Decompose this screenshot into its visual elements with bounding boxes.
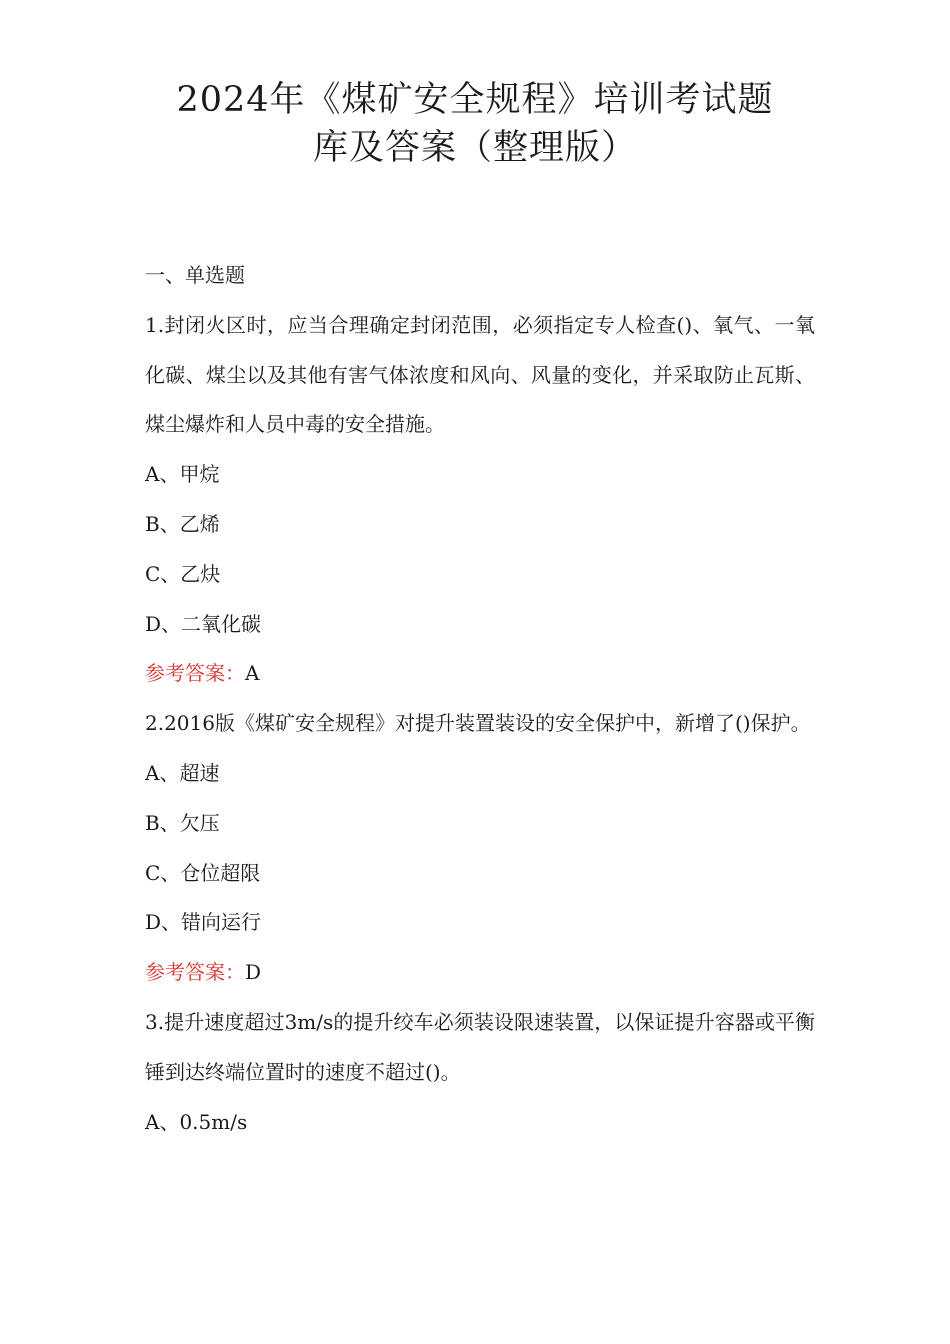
question-3 bbox=[145, 998, 815, 1147]
question-stem: 1.封闭火区时，应当合理确定封闭范围，必须指定专人检查()、氧气、一氧化碳、煤尘以及其他有害气体浓度和风向、风量的变化，并采取防止瓦斯、煤尘爆炸和人员中毒的安全措施。 bbox=[145, 312, 815, 437]
reference-answer bbox=[145, 649, 815, 699]
option-a: A、甲烷 bbox=[145, 462, 220, 487]
answer-value: A bbox=[245, 661, 260, 686]
section-heading: 一、单选题 bbox=[145, 263, 245, 287]
document-body bbox=[145, 251, 815, 1147]
option-d: D、错向运行 bbox=[145, 910, 262, 935]
option-b: B、欠压 bbox=[145, 810, 220, 835]
question-1 bbox=[145, 301, 815, 699]
answer-label: 参考答案： bbox=[145, 960, 245, 985]
question-stem: 3.提升速度超过3m/s的提升绞车必须装设限速装置，以保证提升容器或平衡锤到达终端位置时的速度不超过()。 bbox=[145, 1009, 815, 1084]
document-title-line-2: 库及答案（整理版） bbox=[312, 128, 637, 168]
document-title bbox=[120, 76, 830, 172]
question-stem: 2.2016版《煤矿安全规程》对提升装置装设的安全保护中，新增了()保护。 bbox=[145, 711, 811, 736]
document-title-line-1: 2024年《煤矿安全规程》培训考试题 bbox=[176, 80, 774, 120]
reference-answer bbox=[145, 948, 815, 998]
answer-value: D bbox=[245, 960, 262, 985]
option-c: C、仓位超限 bbox=[145, 860, 261, 885]
question-2 bbox=[145, 699, 815, 998]
option-b: B、乙烯 bbox=[145, 511, 220, 536]
option-c: C、乙炔 bbox=[145, 561, 221, 586]
answer-label: 参考答案： bbox=[145, 661, 245, 686]
option-a: A、超速 bbox=[145, 760, 220, 785]
option-a: A、0.5m/s bbox=[145, 1109, 248, 1134]
option-d: D、二氧化碳 bbox=[145, 611, 262, 636]
